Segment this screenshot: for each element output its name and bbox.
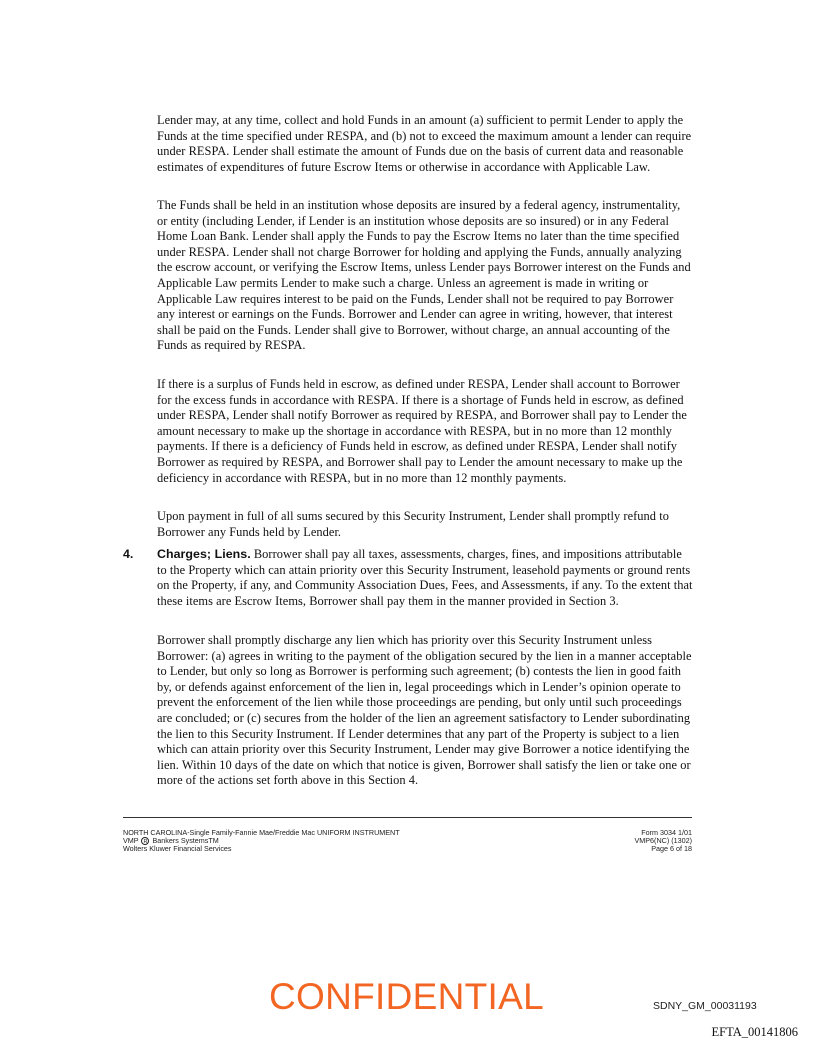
footer-publisher: Wolters Kluwer Financial Services [123,844,232,854]
footer-vmp: VMP [123,836,139,846]
funds-held-paragraph: The Funds shall be held in an institution whose deposits are insured by a federal agency, instrumentality, or entity (including Lender, if Lender is an institution whose deposits are so insured) or in any Federal Home Loan Bank. Lender shall apply the Funds to pay the Escrow Items no later than the time specified under RESPA. Lender shall not charge Borrower for holding and applying the Funds, annually analyzing the escrow account, or verifying the Escrow Items, unless Lender pays Borrower interest on the Funds and Applicable Law permits Lender to make such a charge. Unless an agreement is made in writing or Applicable Law requires interest to be paid on the Funds, Lender shall not be required to pay Borrower any interest or earnings on the Funds. Borrower and Lender can agree in writing, however, that interest shall be paid on the Funds. Lender shall give to Borrower, without charge, an annual accounting of the Funds as required by RESPA. [157,198,691,353]
sdny-bates-number: SDNY_GM_00031193 [653,1000,757,1012]
efta-bates-number: EFTA_00141806 [711,1025,798,1039]
footer-left [123,829,400,854]
refund-paragraph: Upon payment in full of all sums secured by this Security Instrument, Lender shall promptly refund to Borrower any Funds held by Lender. [157,509,669,539]
footer-form-number: Form 3034 1/01 [641,828,692,837]
footer-vmp-code: VMP6(NC) (1302) [634,836,692,846]
footer-right [634,829,692,854]
footer-rule [123,817,692,818]
footer-page-number: Page 6 of 18 [651,844,692,854]
surplus-shortage-paragraph: If there is a surplus of Funds held in escrow, as defined under RESPA, Lender shall account to Borrower for the excess funds in accordance with RESPA. If there is a shortage of Funds held in escrow, as defined under RESPA, Lender shall notify Borrower as required by RESPA, and Borrower shall pay to Lender the amount necessary to make up the shortage in accordance with RESPA, but in no more than 12 monthly payments. If there is a deficiency of Funds held in escrow, as defined under RESPA, Lender shall notify Borrower as required by RESPA, and Borrower shall pay to Lender the amount necessary to make up the deficiency in accordance with RESPA, but in no more than 12 monthly payments. [157,377,687,485]
footer-form-title: NORTH CAROLINA-Single Family-Fannie Mae/Freddie Mac UNIFORM INSTRUMENT [123,828,400,837]
confidential-stamp: CONFIDENTIAL [269,976,544,1017]
registered-mark-icon: R [141,837,149,845]
section-title: Charges; Liens. [157,547,251,561]
lien-discharge-paragraph: Borrower shall promptly discharge any lien which has priority over this Security Instrument unless Borrower: (a) agrees in writing to the payment of the obligation secured by the lien in a manner acceptable to Lender, but only so long as Borrower is performing such agreement; (b) contests the lien in good faith by, or defends against enforcement of the lien in, legal proceedings which in Lender’s opinion operate to prevent the enforcement of the lien while those proceedings are pending, but only until such proceedings are concluded; or (c) secures from the holder of the lien an agreement satisfactory to Lender subordinating the lien to this Security Instrument. If Lender determines that any part of the Property is subject to a lien which can attain priority over this Security Instrument, Lender may give Borrower a notice identifying the lien. Within 10 days of the date on which that notice is given, Borrower shall satisfy the lien or take one or more of the actions set forth above in this Section 4. [157,633,692,788]
section-4-body: Borrower shall pay all taxes, assessments, charges, fines, and impositions attributable to the Property which can attain priority over this Security Instrument, leasehold payments or ground rents on the Property, if any, and Community Association Dues, Fees, and Assessments, if any. To the extent that these items are Escrow Items, Borrower shall pay them in the manner provided in Section 3. [157,547,693,608]
section-number: 4. [123,547,134,561]
footer-bankers: Bankers SystemsTM [152,836,219,846]
escrow-funds-limit-paragraph: Lender may, at any time, collect and hold Funds in an amount (a) sufficient to permit Lender to apply the Funds at the time specified under RESPA, and (b) not to exceed the maximum amount a lender can require under RESPA. Lender shall estimate the amount of Funds due on the basis of current data and reasonable estimates of expenditures of future Escrow Items or otherwise in accordance with Applicable Law. [157,113,692,174]
section-4-paragraph [157,547,693,609]
